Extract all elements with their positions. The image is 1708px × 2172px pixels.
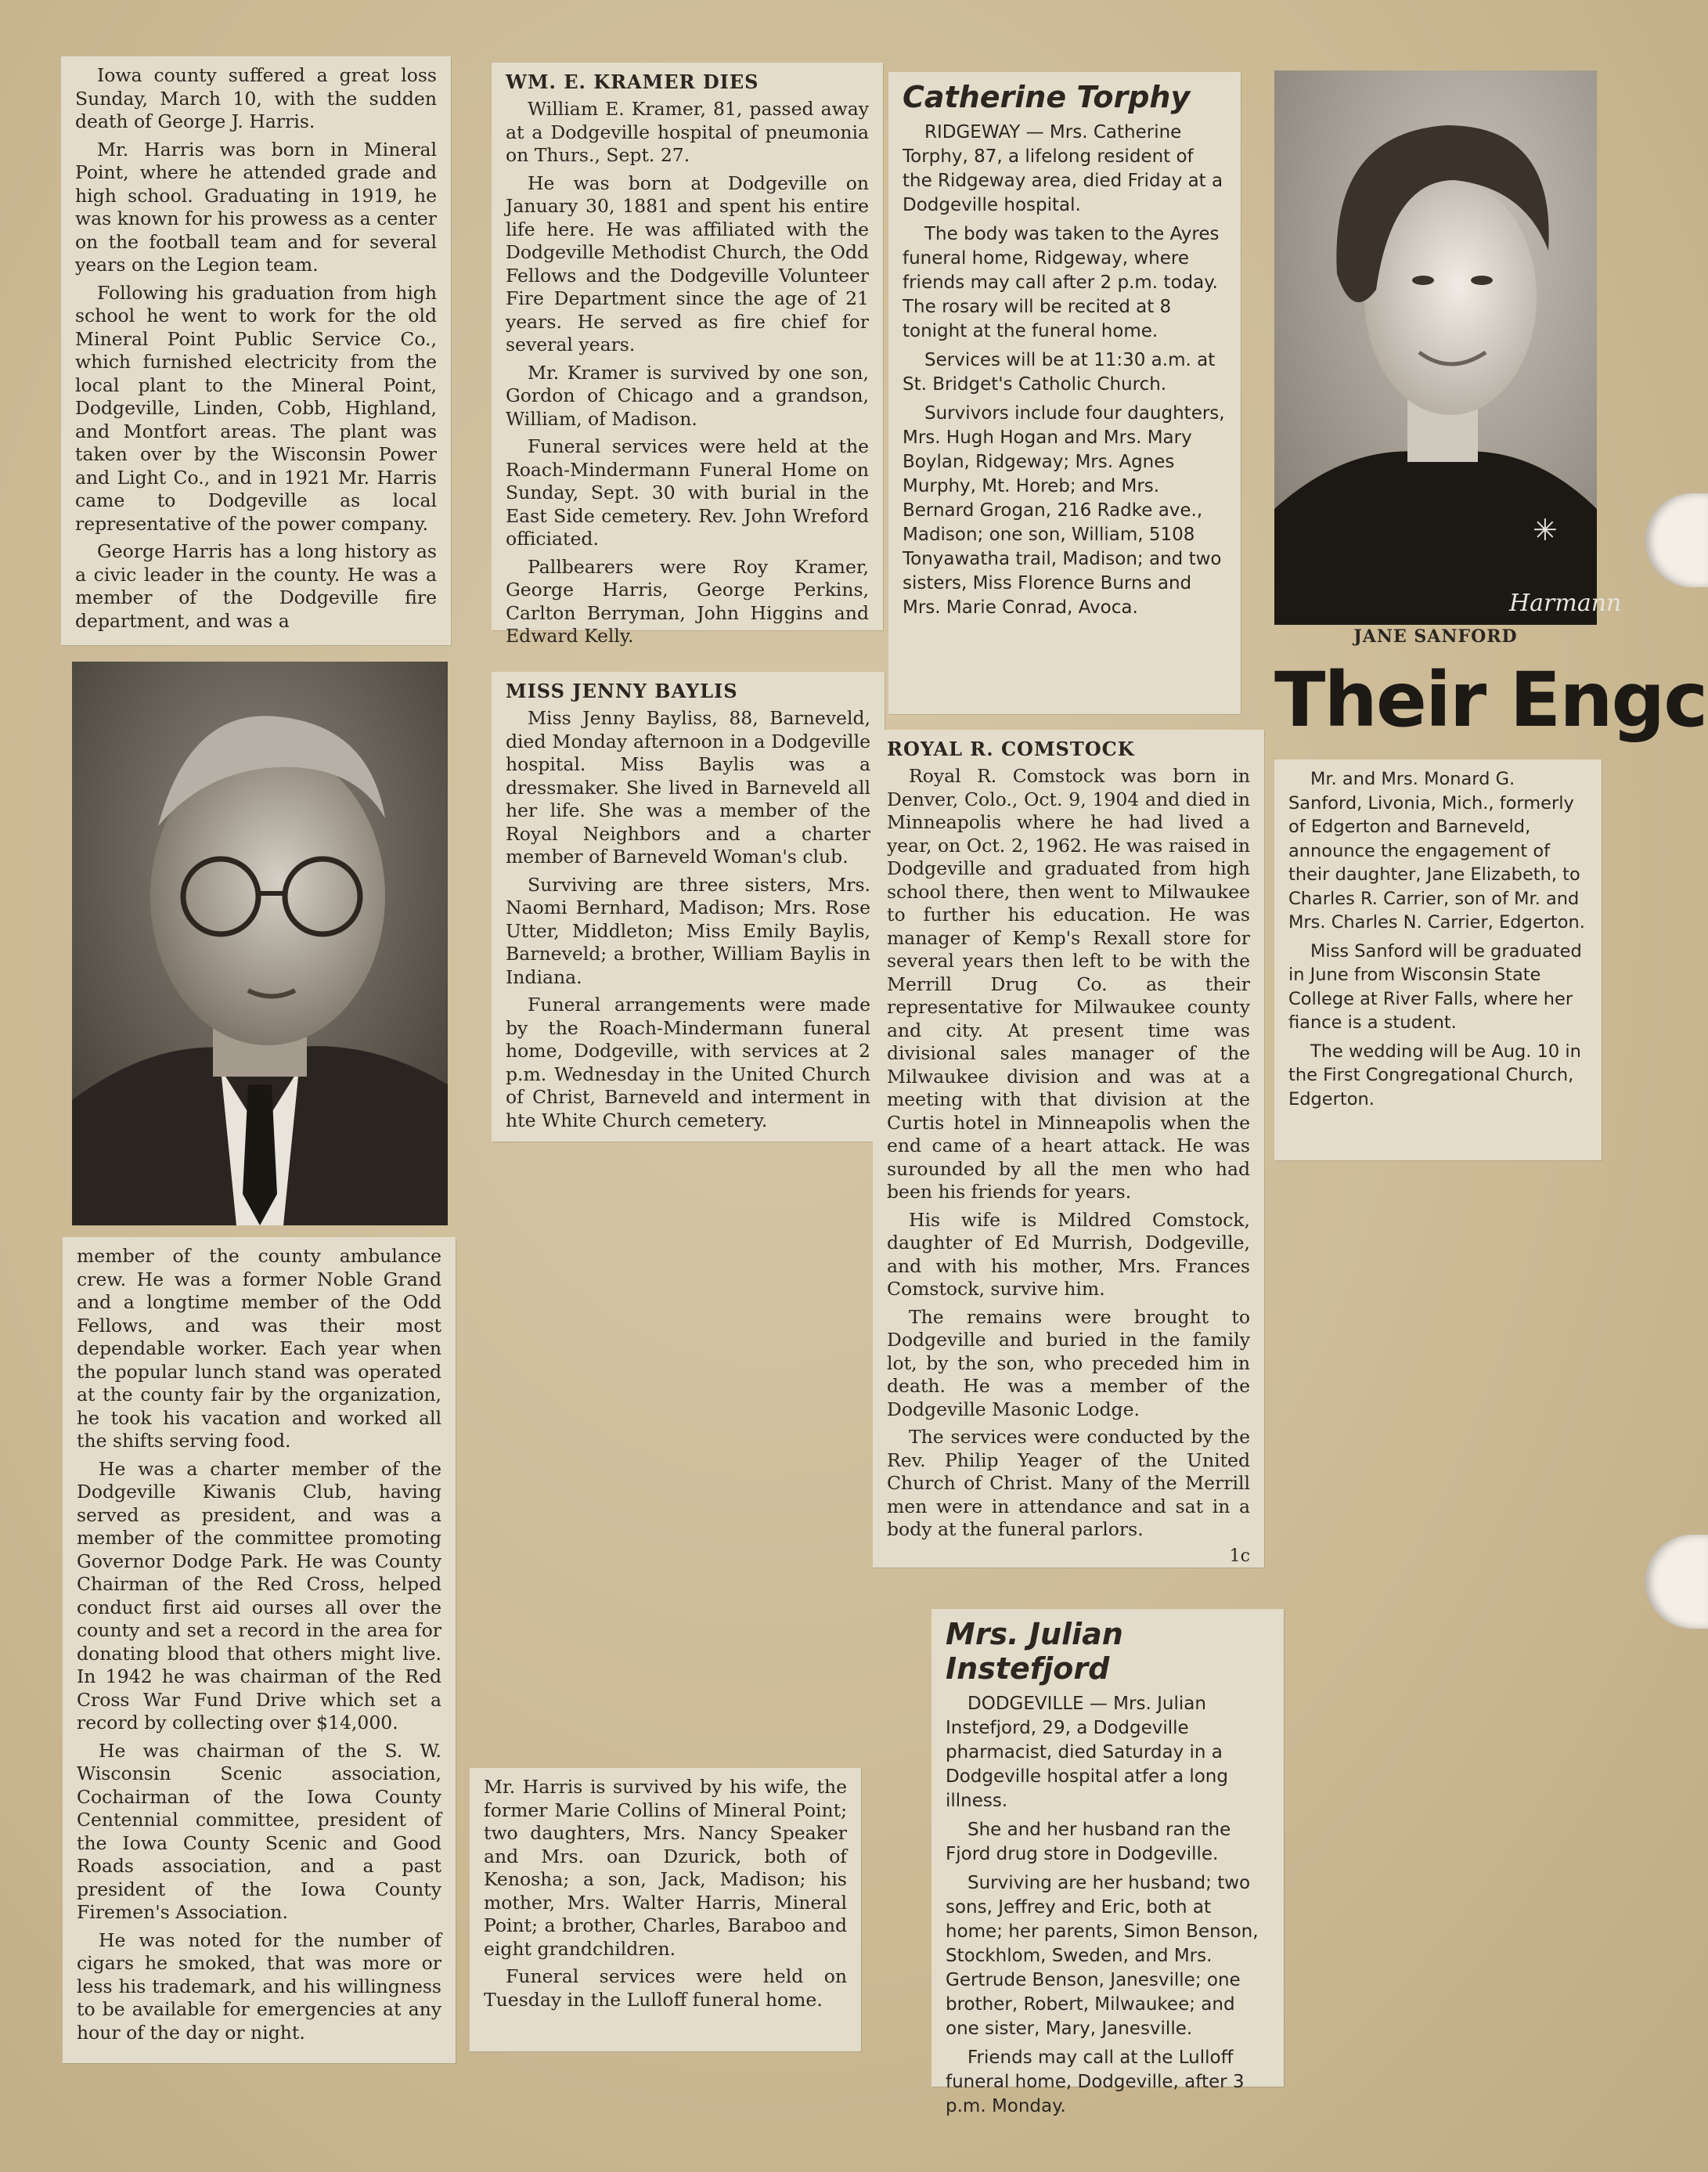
headline: Mrs. Julian Instefjord — [946, 1617, 1123, 1686]
paragraph: Pallbearers were Roy Kramer, George Harris, George Perkins, Carlton Berryman, John Higgins and Edward Kelly. — [506, 555, 869, 647]
paragraph: Miss Sanford will be graduated in June from Wisconsin State College at River Falls, where her fiance is a student. — [1288, 940, 1582, 1033]
paragraph: He was chairman of the S. W. Wisconsin Scenic association, Cochairman of the Iowa County Centennial committee, president of the Iowa County Scenic and Good Roads association, and a past president of the Iowa County Firemen's Association. — [77, 1739, 441, 1923]
george-harris-photo — [72, 662, 448, 1225]
portrait-image — [72, 662, 448, 1225]
instefjord-obituary — [931, 1609, 1284, 2116]
binder-hole — [1645, 493, 1708, 587]
paragraph: William E. Kramer, 81, passed away at a Dodgeville hospital of pneumonia on Thurs., Sept. 27. — [506, 98, 869, 166]
paragraph: He was a charter member of the Dodgeville Kiwanis Club, having served as president, and was a member of the committee promoting Governor Dodge Park. He was County Chairman of the Red Cross, helped conduct first aid ourses all over the county and set a record in the area for donating blood that others might live. In 1942 he was chairman of the Red Cross War Fund Drive which set a record by collecting over $14,000. — [77, 1457, 441, 1734]
comstock-obituary — [873, 730, 1264, 1568]
paragraph: She and her husband ran the Fjord drug store in Dodgeville. — [946, 1820, 1231, 1864]
paragraph: Mr. Harris was born in Mineral Point, where he attended grade and high school. Graduating in 1919, he was known for his prowess as a center on the football team and for several years on the Legion team. — [75, 138, 437, 276]
jane-sanford-photo — [1274, 70, 1622, 625]
torphy-obituary — [888, 72, 1241, 714]
engagement-title: Their Engc — [1274, 656, 1707, 744]
paragraph: DODGEVILLE — Mrs. Julian Instefjord, 29, a Dodgeville pharmacist, died Saturday in a Dodgeville hospital atfer a long illness. — [946, 1694, 1228, 1811]
paragraph: Friends may call at the Lulloff funeral home, Dodgeville, after 3 p.m. Monday. — [946, 2048, 1245, 2116]
paragraph: He was noted for the number of cigars he smoked, that was more or less his trademark, and his willingness to be available for emergencies at any hour of the day or night. — [77, 1928, 441, 2044]
paragraph: RIDGEWAY — Mrs. Catherine Torphy, 87, a lifelong resident of the Ridgeway area, died Friday at a Dodgeville hospital. — [903, 122, 1223, 215]
paragraph: Following his graduation from high school he went to work for the old Mineral Point Public Service Co., which furnished electricity from the local plant to the Mineral Point, Dodgeville, Linden, Cobb, Highland, and Montfort areas. The plant was taken over by the Wisconsin Power and Light Co., and in 1921 Mr. Harris came to Dodgeville as local representative of the power company. — [75, 281, 437, 535]
paragraph: Miss Jenny Bayliss, 88, Barneveld, died Monday afternoon in a Dodgeville hospital. Miss Baylis was a dressmaker. She lived in Barneveld all her life. She was a member of the Royal Neighbors and a charter member of Barneveld Woman's club. — [506, 707, 870, 868]
paragraph: Mr. Kramer is survived by one son, Gordon of Chicago and a grandson, William, of Madison. — [506, 361, 869, 430]
paragraph: Royal R. Comstock was born in Denver, Colo., Oct. 9, 1904 and died in Minneapolis where he had lived a year, on Oct. 2, 1962. He was raised in Dodgeville and graduated from high school there, then went to Milwaukee to further his education. He was manager of Kemp's Rexall store for several years then left to be with the Merrill Drug Co. as their representative for Milwaukee county and city. At present time was divisional sales manager of the Milwaukee division and was at a meeting with that division at the Curtis hotel in Minneapolis when the end came of a heart attack. He was surounded by all the men who had been his friends for years. — [887, 765, 1250, 1203]
headline: WM. E. KRAMER DIES — [506, 70, 759, 93]
paragraph: George Harris has a long history as a civic leader in the county. He was a member of the Dodgeville fire department, and was a — [75, 540, 437, 632]
paragraph: Funeral services were held on Tuesday in the Lulloff funeral home. — [484, 1965, 847, 2011]
paragraph: Surviving are her husband; two sons, Jeffrey and Eric, both at home; her parents, Simon Benson, Stockhlom, Sweden, and Mrs. Gertrude Benson, Janesville; one brother, Robert, Milwaukee; and one sister, Mary, Janesville. — [946, 1873, 1259, 2039]
paragraph: Funeral arrangements were made by the Roach-Mindermann funeral home, Dodgeville, with services at 2 p.m. Wednesday in the United Church of Christ, Barneveld and interment in hte White Church cemetery. — [506, 994, 870, 1131]
photo-credit-signature: Harmann — [1509, 590, 1622, 617]
headline: MISS JENNY BAYLIS — [506, 680, 738, 702]
photo-caption: JANE SANFORD — [1353, 626, 1518, 647]
portrait-image — [1274, 70, 1622, 625]
paragraph: The body was taken to the Ayres funeral home, Ridgeway, where friends may call after 2 p.m. today. The rosary will be recited at 8 tonight at the funeral home. — [903, 224, 1220, 341]
harris-survived-clipping — [470, 1768, 861, 2051]
paragraph: Iowa county suffered a great loss Sunday, March 10, with the sudden death of George J. Harris. — [75, 64, 437, 132]
paragraph: Mr. and Mrs. Monard G. Sanford, Livonia, Mich., formerly of Edgerton and Barneveld, announce the engagement of their daughter, Jane Elizabeth, to Charles R. Carrier, son of Mr. and Mrs. Charles N. Carrier, Edgerton. — [1288, 769, 1585, 933]
paragraph: Funeral services were held at the Roach-Mindermann Funeral Home on Sunday, Sept. 30 with burial in the East Side cemetery. Rev. John Wreford officiated. — [506, 435, 869, 550]
paragraph: He was born at Dodgeville on January 30, 1881 and spent his entire life here. He was affiliated with the Dodgeville Methodist Church, the Odd Fellows and the Dodgeville Volunteer Fire Department since the age of 21 years. He served as fire chief for several years. — [506, 171, 869, 355]
paragraph: Mr. Harris is survived by his wife, the former Marie Collins of Mineral Point; two daughters, Mrs. Nancy Speaker and Mrs. oan Dzurick, both of Kenosha; a son, Jack, Madison; his mother, Mrs. Walter Harris, Mineral Point; a brother, Charles, Baraboo and eight grandchildren. — [484, 1776, 847, 1960]
harris-obituary-bottom — [63, 1237, 456, 2063]
paragraph: The wedding will be Aug. 10 in the First Congregational Church, Edgerton. — [1288, 1041, 1581, 1109]
baylis-obituary — [492, 672, 885, 1142]
paragraph: The services were conducted by the Rev. Philip Yeager of the United Church of Christ. Many of the Merrill men were in attendance and sat in a body at the funeral parlors. — [887, 1426, 1250, 1540]
paragraph: His wife is Mildred Comstock, daughter of Ed Murrish, Dodgeville, and with his mother, Mrs. Frances Comstock, survive him. — [887, 1208, 1250, 1300]
paragraph: Services will be at 11:30 a.m. at St. Bridget's Catholic Church. — [903, 350, 1216, 395]
page-mark: 1c — [1229, 1546, 1250, 1566]
headline: Catherine Torphy — [903, 80, 1191, 114]
paragraph: The remains were brought to Dodgeville and buried in the family lot, by the son, who preceded him in death. He was a member of the Dodgeville Masonic Lodge. — [887, 1305, 1250, 1420]
harris-obituary-top — [61, 56, 451, 645]
svg-text:✳: ✳ — [1533, 513, 1558, 547]
paragraph: member of the county ambulance crew. He was a former Noble Grand and a longtime member of the Odd Fellows, and was their most dependable worker. Each year when the popular lunch stand was operated at the county fair by the organization, he took his vacation and worked all the shifts serving food. — [77, 1245, 441, 1452]
binder-hole — [1645, 1535, 1708, 1629]
sanford-engagement-notice — [1274, 759, 1602, 1160]
paragraph: Surviving are three sisters, Mrs. Naomi Bernhard, Madison; Mrs. Rose Utter, Middleton; Miss Emily Baylis, Barneveld; a brother, William Baylis in Indiana. — [506, 873, 870, 988]
headline: ROYAL R. COMSTOCK — [887, 738, 1135, 760]
paragraph: Survivors include four daughters, Mrs. Hugh Hogan and Mrs. Mary Boylan, Ridgeway; Mrs. Agnes Murphy, Mt. Horeb; and Mrs. Bernard Grogan, 216 Radke ave., Madison; one son, William, 5108 Tonyawatha trail, Madison; and two sisters, Miss Florence Burns and Mrs. Marie Conrad, Avoca. — [903, 403, 1225, 618]
kramer-obituary — [492, 63, 883, 647]
